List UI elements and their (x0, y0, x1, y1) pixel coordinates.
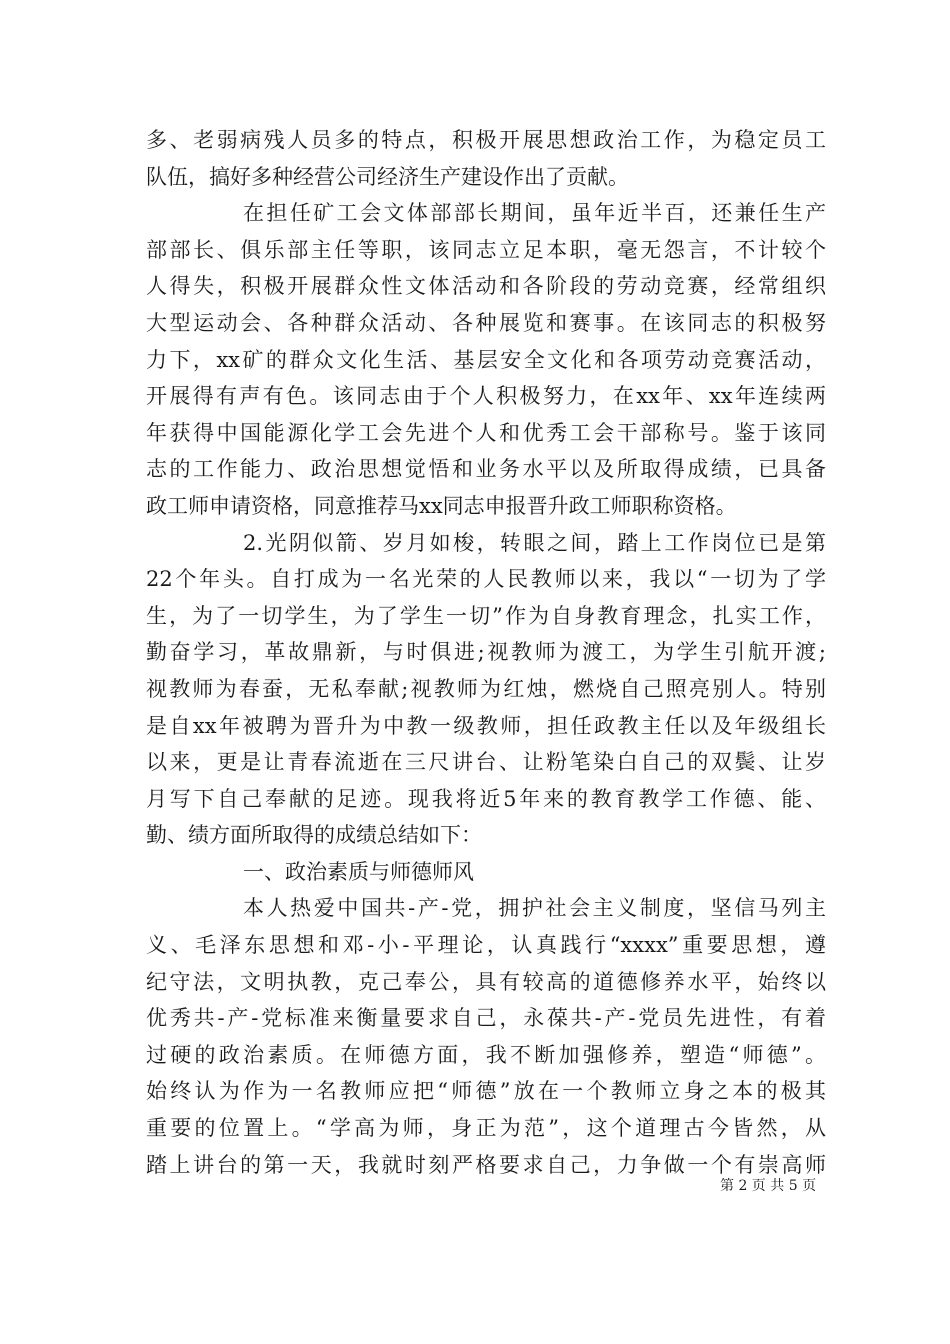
text-line-27: 始终认为作为一名教师应把“师德”放在一个教师立身之本的极其 (146, 1079, 826, 1104)
text-line-17: 是自xx年被聘为晋升为中教一级教师，担任政教主任以及年级组长 (146, 713, 826, 738)
text-line-24: 纪守法，文明执教，克己奉公，具有较高的道德修养水平，始终以 (146, 969, 826, 994)
text-line-11: 政工师申请资格，同意推荐马xx同志申报晋升政工师职称资格。 (146, 493, 737, 518)
text-line-22: 本人热爱中国共-产-党，拥护社会主义制度，坚信马列主 (243, 896, 826, 921)
document-body (146, 122, 826, 1183)
text-line-4: 部部长、俱乐部主任等职，该同志立足本职，毫无怨言，不计较个 (146, 237, 826, 262)
text-line-8: 开展得有声有色。该同志由于个人积极努力，在xx年、xx年连续两 (146, 384, 826, 409)
text-line-1: 多、老弱病残人员多的特点，积极开展思想政治工作，为稳定员工 (146, 128, 826, 152)
text-line-28: 重要的位置上。“学高为师，身正为范”，这个道理古今皆然，从 (146, 1116, 826, 1141)
text-line-25: 优秀共-产-党标准来衡量要求自己，永葆共-产-党员先进性，有着 (146, 1006, 826, 1031)
text-line-15: 勤奋学习，革故鼎新，与时俱进;视教师为渡工，为学生引航开渡; (146, 640, 826, 665)
text-line-10: 志的工作能力、政治思想觉悟和业务水平以及所取得成绩，已具备 (146, 457, 826, 482)
text-line-14: 生，为了一切学生，为了学生一切”作为自身教育理念，扎实工作， (146, 603, 826, 628)
text-line-26: 过硬的政治素质。在师德方面，我不断加强修养，塑造“师德”。 (146, 1042, 826, 1067)
text-line-9: 年获得中国能源化学工会先进个人和优秀工会干部称号。鉴于该同 (146, 420, 826, 445)
text-line-2: 队伍，搞好多种经营公司经济生产建设作出了贡献。 (146, 164, 629, 189)
text-line-5: 人得失，积极开展群众性文体活动和各阶段的劳动竞赛，经常组织 (146, 274, 826, 299)
text-line-13: 22个年头。自打成为一名光荣的人民教师以来，我以“一切为了学 (146, 567, 826, 592)
text-line-20: 勤、绩方面所取得的成绩总结如下： (146, 823, 482, 848)
text-line-23: 义、毛泽东思想和邓-小-平理论，认真践行“xxxx”重要思想，遵 (146, 933, 826, 958)
text-line-16: 视教师为春蚕，无私奉献;视教师为红烛，燃烧自己照亮别人。特别 (146, 676, 826, 701)
text-line-3: 在担任矿工会文体部部长期间，虽年近半百，还兼任生产 (243, 201, 826, 226)
text-line-12: 2.光阴似箭、岁月如梭，转眼之间，踏上工作岗位已是第 (243, 530, 826, 555)
page-number-footer: 第 2 页 共 5 页 (720, 1178, 817, 1194)
text-line-29: 踏上讲台的第一天，我就时刻严格要求自己，力争做一个有崇高师 (146, 1152, 826, 1177)
text-line-19: 月写下自己奉献的足迹。现我将近5年来的教育教学工作德、能、 (146, 786, 826, 811)
section-heading: 一、政治素质与师德师风 (243, 859, 474, 884)
text-line-7: 力下，xx矿的群众文化生活、基层安全文化和各项劳动竞赛活动， (146, 347, 826, 372)
text-line-18: 以来，更是让青春流逝在三尺讲台、让粉笔染白自己的双鬓、让岁 (146, 750, 826, 775)
text-line-6: 大型运动会、各种群众活动、各种展览和赛事。在该同志的积极努 (146, 310, 826, 335)
